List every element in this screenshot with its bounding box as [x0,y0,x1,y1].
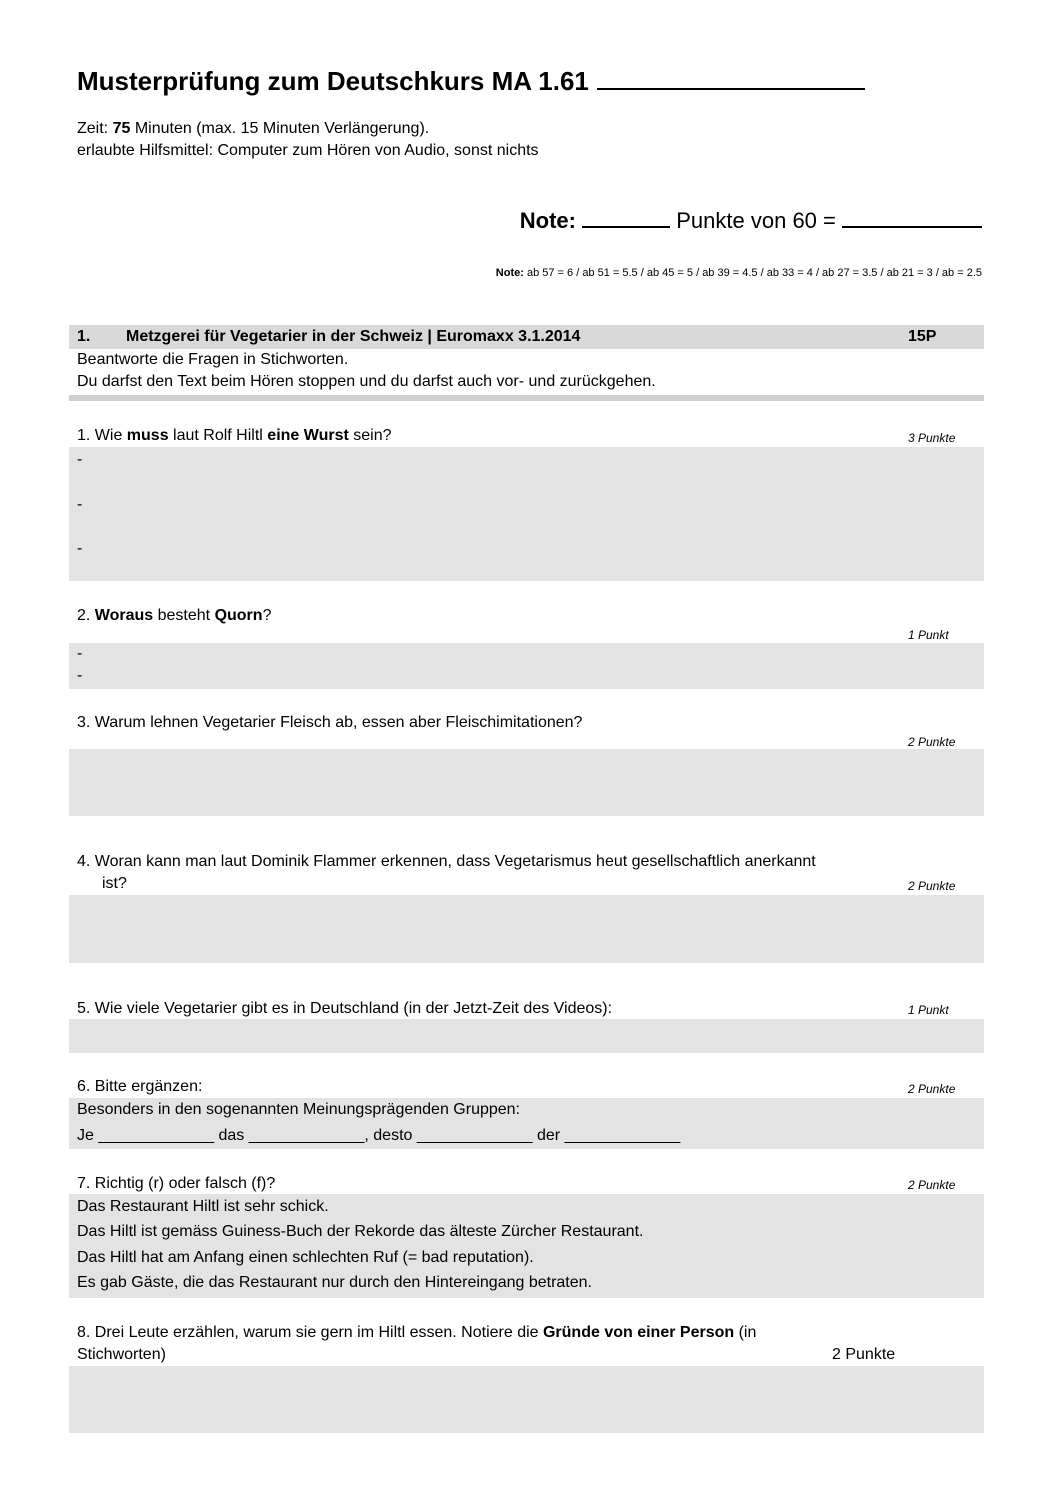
q4-points: 2 Punkte [908,879,956,893]
q7-statement[interactable]: Es gab Gäste, die das Restaurant nur durch den Hintereingang betraten. [77,1274,592,1291]
question-4-line-1: 4. Woran kann man laut Dominik Flammer erkennen, dass Vegetarismus heut gesellschaftlich anerkannt [77,853,816,870]
q2-text-3: ? [262,607,272,624]
points-blank[interactable] [842,206,982,228]
note-label: Note: [519,208,576,233]
question-2 [77,605,271,627]
q8-text-2: (in [734,1324,757,1341]
q2-text: 2. [77,607,95,624]
grade-row [520,206,982,234]
q1-bold-1: muss [126,427,169,444]
q3-points: 2 Punkte [908,735,956,749]
q1-text: 1. Wie [77,427,127,444]
q1-points: 3 Punkte [908,431,956,445]
name-field-line[interactable] [597,64,865,90]
q7-statement[interactable]: Das Hiltl ist gemäss Guiness-Buch der Rekorde das älteste Zürcher Restaurant. [77,1223,644,1240]
time-rest: Minuten (max. 15 Minuten Verlängerung). [134,120,430,137]
section-points: 15P [908,328,937,345]
time-line [77,119,429,139]
instruction-2: Du darfst den Text beim Hören stoppen und du darfst auch vor- und zurückgehen. [77,373,656,390]
q7-statement[interactable]: Das Hiltl hat am Anfang einen schlechten Ruf (= bad reputation). [77,1249,534,1266]
question-8-line-2: Stichworten) [77,1346,166,1363]
q2-bold-2: Quorn [214,607,263,624]
q2-points: 1 Punkt [908,628,949,642]
q8-points: 2 Punkte [832,1346,896,1363]
scale-text: ab 57 = 6 / ab 51 = 5.5 / ab 45 = 5 / ab 39 = 4.5 / ab 33 = 4 / ab 27 = 3.5 / ab 21 = 3 / ab = 2.5 [526,267,982,279]
question-5: 5. Wie viele Vegetarier gibt es in Deutschland (in der Jetzt-Zeit des Videos): [77,1000,613,1017]
points-text: Punkte von 60 = [676,208,836,233]
q6-points: 2 Punkte [908,1082,956,1096]
q8-text: 8. Drei Leute erzählen, warum sie gern im Hiltl essen. Notiere die [77,1324,543,1341]
question-8-line-1 [77,1322,756,1344]
q7-statement[interactable]: Das Restaurant Hiltl ist sehr schick. [77,1198,329,1215]
q1-bold-2: eine Wurst [267,427,349,444]
title-text: Musterprüfung zum Deutschkurs MA 1.61 [77,66,589,96]
question-6: 6. Bitte ergänzen: [77,1078,203,1095]
section-number: 1. [77,328,91,345]
q1-text-2: laut Rolf Hiltl [168,427,268,444]
question-3: 3. Warum lehnen Vegetarier Fleisch ab, essen aber Fleischimitationen? [77,714,583,731]
time-value: 75 [112,120,131,137]
scale-label: Note: [495,267,524,279]
q1-text-3: sein? [348,427,392,444]
question-1 [77,425,392,447]
section-title: Metzgerei für Vegetarier in der Schweiz | Euromaxx 3.1.2014 [126,328,581,345]
answer-dash: - [77,496,83,513]
q2-text-2: besteht [153,607,215,624]
time-label: Zeit: [77,120,109,137]
q8-answer-box[interactable] [69,1366,984,1433]
q5-points: 1 Punkt [908,1003,949,1017]
note-blank[interactable] [582,206,670,228]
q2-bold-1: Woraus [94,607,154,624]
question-4-line-2: ist? [102,875,127,892]
q1-answer-box[interactable] [69,447,984,581]
q3-answer-box[interactable] [69,749,984,816]
q2-answer-box[interactable] [69,643,984,689]
answer-dash: - [77,540,83,557]
answer-dash: - [77,667,83,684]
q7-points: 2 Punkte [908,1178,956,1192]
answer-dash: - [77,645,83,662]
q5-answer-box[interactable] [69,1019,984,1053]
q6-fill-in-line[interactable]: Je _____________ das _____________, desto _____________ der _____________ [77,1127,681,1144]
page-title [77,64,865,97]
grade-scale [496,267,982,279]
section-divider [69,395,984,401]
aids-line: erlaubte Hilfsmittel: Computer zum Hören von Audio, sonst nichts [77,142,539,159]
answer-dash: - [77,451,83,468]
q4-answer-box[interactable] [69,895,984,963]
q8-bold: Gründe von einer Person [542,1324,735,1341]
instruction-1: Beantworte die Fragen in Stichworten. [77,351,349,368]
q6-line-1: Besonders in den sogenannten Meinungsprägenden Gruppen: [77,1101,520,1118]
question-7: 7. Richtig (r) oder falsch (f)? [77,1175,276,1192]
section-header [69,325,984,349]
